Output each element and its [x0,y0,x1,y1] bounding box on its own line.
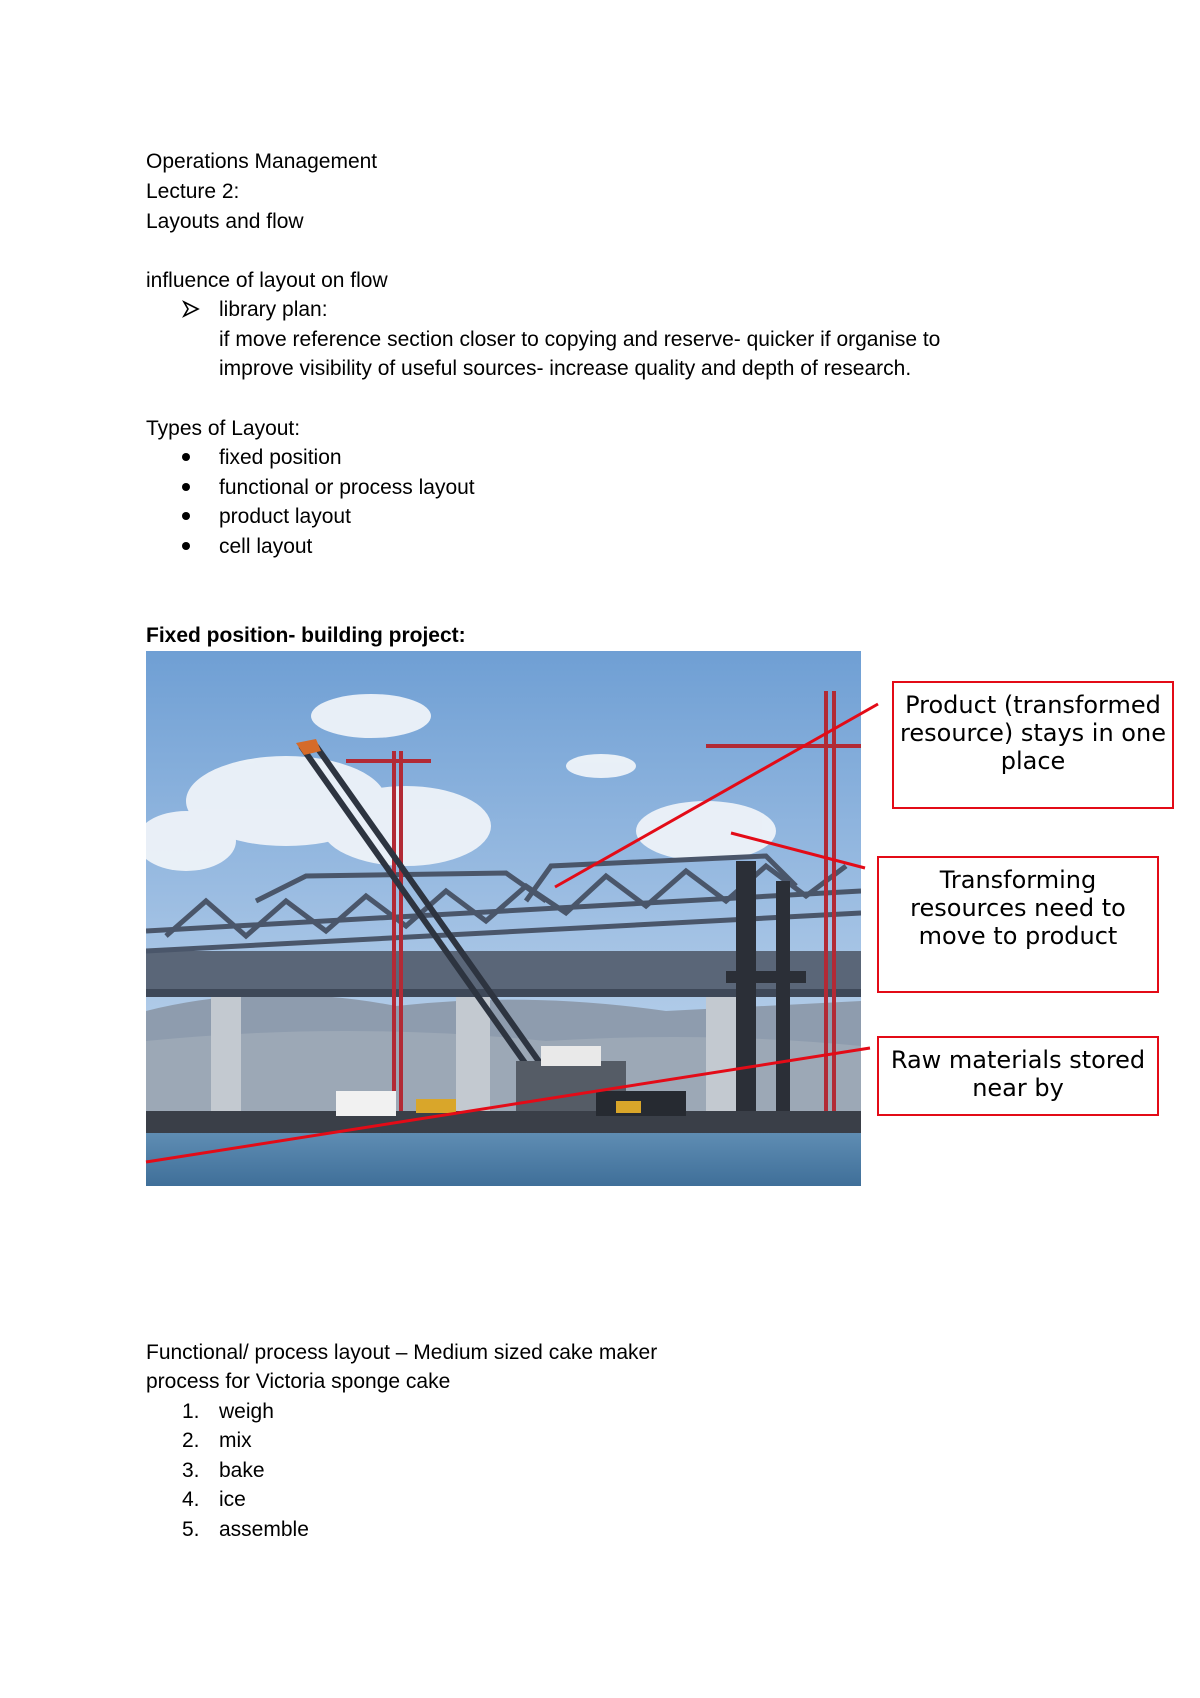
list-number: 1. [182,1400,200,1423]
bullet-icon [182,443,212,473]
lecture-number: Lecture 2: [146,180,240,203]
list-number: 3. [182,1459,200,1482]
influence-item-text-1: if move reference section closer to copying and reserve- quicker if organise to [219,328,941,351]
influence-heading: influence of layout on flow [146,269,388,292]
callout-transforming-resources-text: Transforming resources need to move to product [910,866,1126,950]
influence-item-text-2: improve visibility of useful sources- increase quality and depth of research. [219,357,912,380]
lecture-topic: Layouts and flow [146,210,304,233]
callout-transforming-resources [877,856,1159,993]
bullet-icon [182,532,212,562]
bullet-icon [182,473,212,503]
callout-raw-materials [877,1036,1159,1116]
document-page: Operations Management Lecture 2: Layouts and flow influence of layout on flow library plan: if move reference section closer to copying and reserve- quicker if organise to improve visibility of useful sources- increase quality and depth of research. Types of Layout: fixed position functional or process layout product layout cell layout Fixed position- building project: Product (transformed resource) stays in one place Transforming resources need to move to product Raw materials stored near by Functional/ process layout – Medium sized cake maker process for Victoria sponge cake 1. weigh 2. mix 3. bake 4. ice 5. assemble [0,0,1200,1698]
list-number: 5. [182,1518,200,1541]
fixed-position-heading: Fixed position- building project: [146,624,466,647]
list-number: 4. [182,1488,200,1511]
functional-subheading: process for Victoria sponge cake [146,1370,451,1393]
callout-product-stays-text: Product (transformed resource) stays in one place [900,691,1166,775]
influence-item-label: library plan: [219,298,328,321]
bullet-icon [182,502,212,532]
types-heading: Types of Layout: [146,417,301,440]
arrow-bullet-icon [182,295,212,325]
list-number: 2. [182,1429,200,1452]
callout-raw-materials-text: Raw materials stored near by [890,1046,1146,1102]
callout-product-stays [892,681,1174,809]
course-title: Operations Management [146,150,378,173]
bridge-construction-photo [146,651,861,1186]
functional-heading: Functional/ process layout – Medium sized cake maker [146,1341,658,1364]
